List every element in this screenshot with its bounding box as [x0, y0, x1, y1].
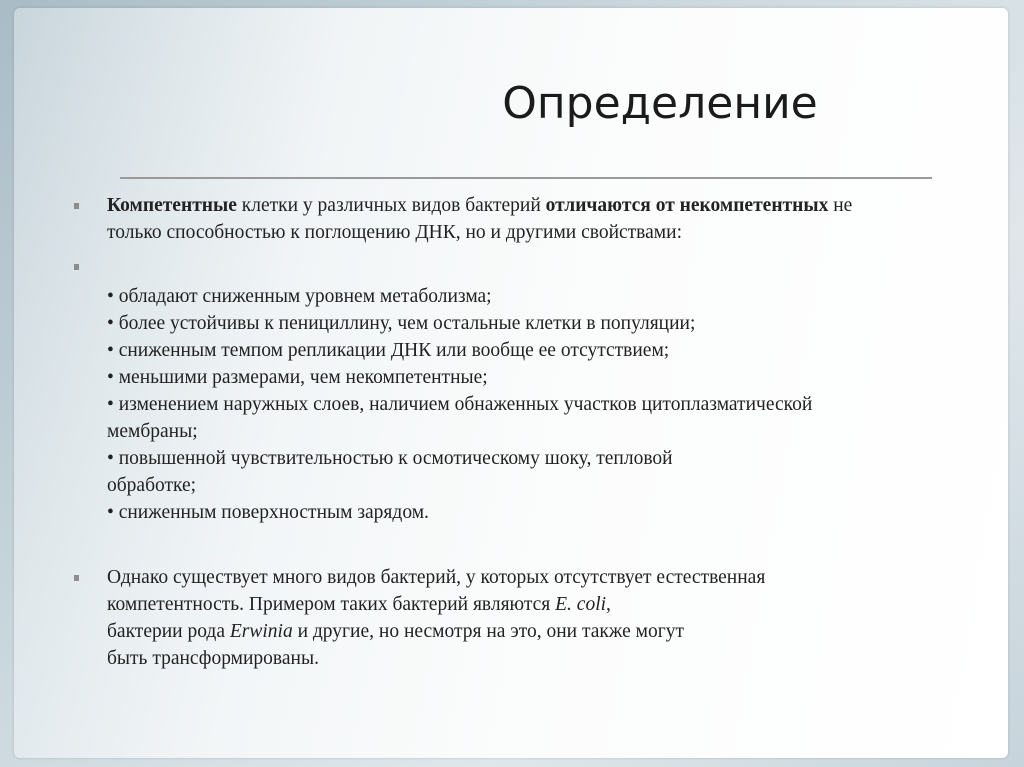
text: клетки у различных видов бактерий: [236, 195, 546, 216]
list-item: мембраны;: [107, 421, 198, 442]
text: бактерии рода: [107, 621, 230, 642]
text: ,: [606, 594, 611, 615]
list-item: • сниженным темпом репликации ДНК или вообще ее отсутствием;: [107, 340, 670, 361]
text-line: быть трансформированы.: [107, 648, 319, 669]
paragraph-competent-cells: [107, 192, 852, 246]
list-item: обработке;: [107, 475, 197, 496]
text: компетентность. Примером таких бактерий являются: [107, 594, 556, 615]
bullet-icon: [74, 264, 79, 270]
list-item: • повышенной чувствительностью к осмотическому шоку, тепловой: [107, 448, 673, 469]
text: и другие, но несмотря на это, они также могут: [292, 621, 684, 642]
text: не: [828, 195, 853, 216]
bold-term: Компетентные: [107, 195, 237, 216]
species-name: E. coli: [555, 594, 607, 615]
list-item: • более устойчивы к пенициллину, чем остальные клетки в популяции;: [107, 313, 696, 334]
bullet-icon: [74, 203, 79, 209]
text-line: Однако существует много видов бактерий, у которых отсутствует естественная: [107, 567, 766, 588]
bullet-icon: [74, 575, 79, 581]
list-item: • меньшими размерами, чем некомпетентные;: [107, 367, 488, 388]
list-item: • изменением наружных слоев, наличием обнаженных участков цитоплазматической: [107, 394, 813, 415]
slide-title: Определение: [502, 78, 818, 129]
paragraph-non-competent: [107, 564, 765, 672]
list-item: • обладают сниженным уровнем метаболизма;: [107, 286, 492, 307]
properties-list: [107, 283, 812, 526]
text-line: только способностью к поглощению ДНК, но и другими свойствами:: [107, 222, 682, 243]
list-item: • сниженным поверхностным зарядом.: [107, 502, 429, 523]
genus-name: Erwinia: [229, 621, 293, 642]
bold-term: отличаются от некомпетентных: [545, 195, 829, 216]
title-divider: [120, 177, 932, 179]
